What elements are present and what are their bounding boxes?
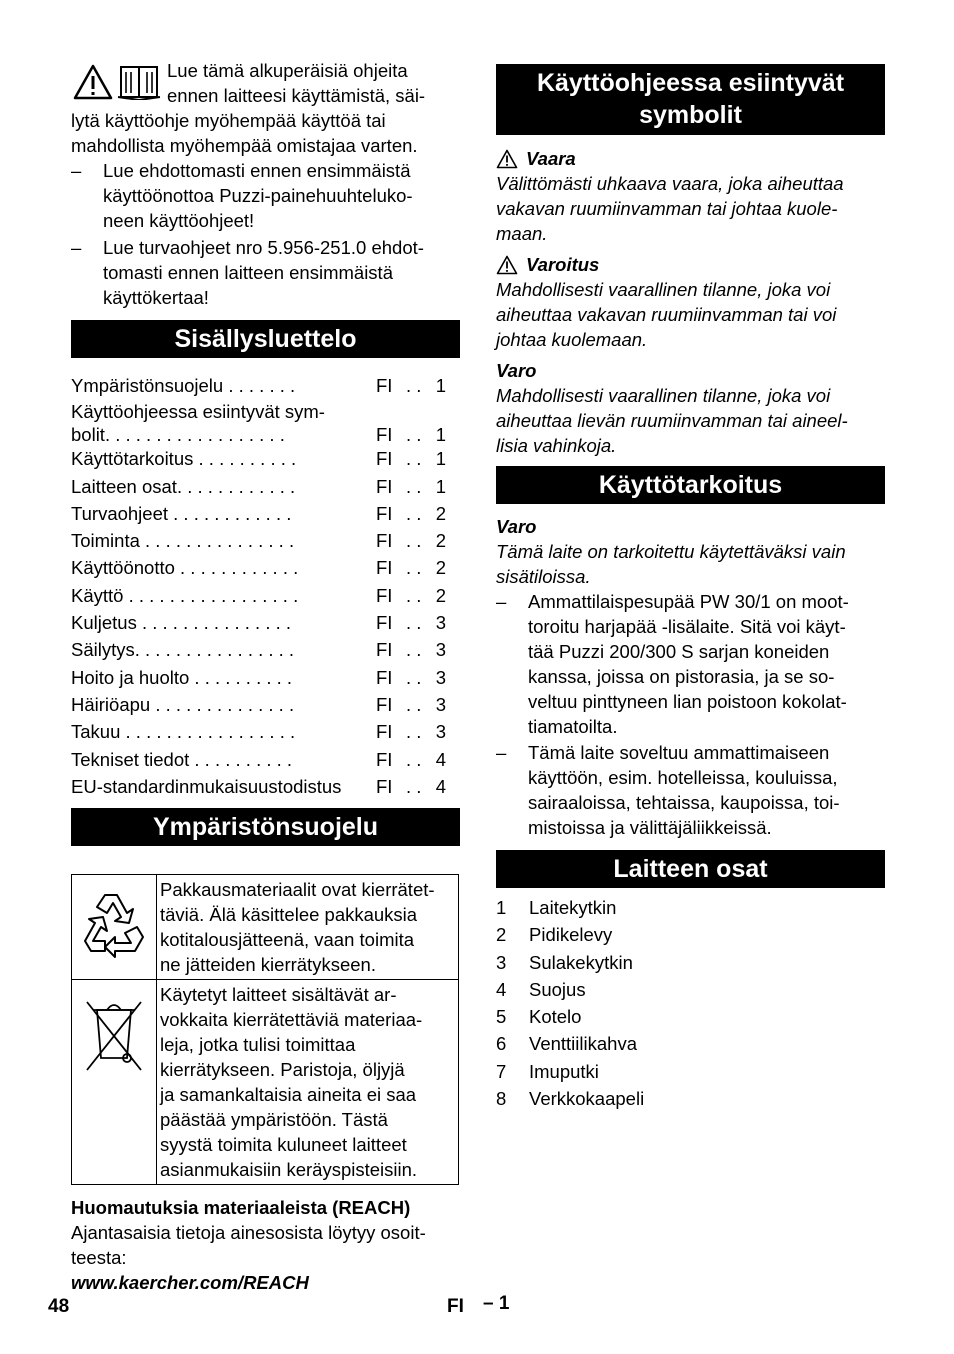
toc-entry-leader: . .: [406, 475, 422, 497]
table-row: [72, 875, 459, 980]
list-item: [496, 921, 885, 948]
toc-entry-leader: . .: [406, 612, 422, 634]
warning-triangle-icon: [496, 149, 518, 169]
bullet-line: Tämä laite soveltuu ammattimaiseen: [528, 742, 830, 763]
toc-entry-lang: FI: [376, 557, 393, 579]
symbol-text: vakavan ruumiinvamman tai johtaa kuole-: [496, 198, 838, 219]
toc-entry-lang: FI: [376, 530, 393, 552]
toc-entry-leader: . .: [406, 693, 422, 715]
part-label: Imuputki: [529, 1060, 599, 1082]
table-of-contents: [71, 372, 460, 800]
toc-entry[interactable]: [71, 473, 460, 500]
toc-entry-lang: FI: [376, 502, 393, 524]
toc-entry-leader: . .: [406, 502, 422, 524]
toc-entry-label: Käyttö . . . . . . . . . . . . . . . . .: [71, 584, 299, 606]
toc-entry-leader: . .: [406, 666, 422, 688]
bullet-line: Lue ehdottomasti ennen ensimmäistä: [103, 160, 411, 181]
warning-triangle-icon: [496, 255, 518, 275]
intro-bullet: – Lue turvaohjeet nro 5.956-251.0 ehdot- tomasti ennen laitteen ensimmäistä käyttökertaa!: [71, 235, 460, 310]
purpose-bullet: – Tämä laite soveltuu ammattimaiseen käyttöön, esim. hotelleissa, kouluissa, sairaaloissa, tehtaissa, kaupoissa, toi- mistoissa ja välittäjäliikkeissä.: [496, 740, 885, 840]
purpose-caution-text: sisätiloissa.: [496, 566, 591, 587]
environment-table: [71, 874, 459, 1185]
symbol-title: Varo: [496, 360, 537, 381]
toc-entry-label-top: Käyttöohjeessa esiintyvät sym-: [71, 401, 325, 423]
toc-entry-leader: . .: [406, 448, 422, 470]
purpose-bullet: – Ammattilaispesupää PW 30/1 on moot- toroitu harjapää -lisälaite. Sitä voi käyt- tää Puzzi 200/300 S sarjan koneiden kanssa, joissa on pistorasia, ja se so- veltuu pinttyneen lian poistoon kokolat- tiamatoilta.: [496, 589, 885, 739]
parts-list: [496, 894, 885, 1112]
toc-entry-lang: FI: [376, 639, 393, 661]
symbol-text: aiheuttaa lievän ruumiinvamman tai aineel-: [496, 410, 848, 431]
symbol-title: Vaara: [526, 148, 576, 169]
env-text-line: Pakkausmateriaalit ovat kierrätet-: [160, 879, 435, 901]
intro-block: [71, 58, 460, 158]
parts-heading: Laitteen osat: [496, 850, 885, 888]
toc-entry[interactable]: [71, 773, 460, 800]
toc-entry-page: 1: [435, 424, 446, 446]
part-number: 3: [496, 951, 507, 973]
toc-entry-label: Häiriöapu . . . . . . . . . . . . . .: [71, 693, 295, 715]
toc-entry-lang: FI: [376, 721, 393, 743]
bullet-line: käyttökertaa!: [103, 287, 209, 308]
intro-icons: [73, 64, 161, 100]
toc-entry-lang: FI: [376, 375, 393, 396]
reach-title: Huomautuksia materiaaleista (REACH): [71, 1197, 411, 1219]
toc-entry-label: bolit. . . . . . . . . . . . . . . . . .: [71, 424, 285, 446]
symbol-varo: [496, 358, 885, 458]
bullet-line: toroitu harjapää -lisälaite. Sitä voi käyt-: [528, 616, 846, 637]
symbols-heading-line: symbolit: [639, 101, 742, 129]
intro-line-1: Lue tämä alkuperäisiä ohjeita: [167, 60, 408, 81]
bullet-line: veltuu pinttyneen lian poistoon kokolat-: [528, 691, 847, 712]
toc-entry-page: 2: [435, 530, 446, 552]
toc-entry-page: 2: [435, 502, 446, 524]
symbol-text: Mahdollisesti vaarallinen tilanne, joka voi: [496, 279, 831, 300]
toc-entry-label: Säilytys. . . . . . . . . . . . . . . .: [71, 639, 295, 661]
manual-book-icon: [117, 64, 161, 100]
list-item: [496, 894, 885, 921]
toc-entry-page: 1: [435, 375, 446, 396]
toc-entry[interactable]: [71, 636, 460, 663]
part-number: 5: [496, 1006, 507, 1028]
bullet-line: tiamatoilta.: [528, 716, 618, 737]
toc-entry-leader: . .: [406, 748, 422, 770]
toc-entry-lang: FI: [376, 775, 393, 797]
bullet-line: neen käyttöohjeet!: [103, 210, 255, 231]
part-label: Venttiilikahva: [529, 1033, 637, 1055]
part-number: 6: [496, 1033, 507, 1055]
toc-entry-page: 3: [435, 639, 446, 661]
toc-entry[interactable]: [71, 445, 460, 472]
recycle-icon: [77, 887, 151, 961]
intro-line-4: mahdollista myöhempää omistajaa varten.: [71, 135, 418, 156]
symbol-varoitus: [496, 252, 885, 352]
toc-entry-label: Kuljetus . . . . . . . . . . . . . . .: [71, 612, 292, 634]
bullet-line: käyttöönottoa Puzzi-painehuuhteluko-: [103, 185, 413, 206]
bullet-line: tomasti ennen laitteen ensimmäistä: [103, 262, 393, 283]
toc-entry-lang: FI: [376, 448, 393, 470]
toc-entry-page: 4: [435, 775, 446, 797]
page-number: 48: [48, 1296, 70, 1317]
symbol-text: lisia vahinkoja.: [496, 435, 617, 456]
toc-entry-label: EU-standardinmukaisuustodistus: [71, 775, 342, 797]
toc-entry-leader: . .: [406, 530, 422, 552]
bullet-line: Ammattilaispesupää PW 30/1 on moot-: [528, 591, 849, 612]
intro-bullet: – Lue ehdottomasti ennen ensimmäistä käyttöönottoa Puzzi-painehuuhteluko- neen käyttöohjeet!: [71, 158, 460, 233]
toc-entry-page: 2: [435, 584, 446, 606]
toc-entry-label: Käyttöönotto . . . . . . . . . . . .: [71, 557, 299, 579]
toc-entry[interactable]: [71, 500, 460, 527]
symbol-text: Välittömästi uhkaava vaara, joka aiheuttaa: [496, 173, 844, 194]
toc-entry-leader: . .: [406, 639, 422, 661]
list-item: [496, 949, 885, 976]
purpose-caution-title: Varo: [496, 516, 537, 537]
bullet-line: mistoissa ja välittäjäliikkeissä.: [528, 817, 772, 838]
list-item: [496, 1003, 885, 1030]
part-number: 1: [496, 897, 507, 918]
symbol-text: Mahdollisesti vaarallinen tilanne, joka voi: [496, 385, 831, 406]
toc-entry-label: Käyttötarkoitus . . . . . . . . . .: [71, 448, 297, 470]
intro-line-3: lytä käyttöohje myöhempää käyttöä tai: [71, 110, 386, 131]
toc-entry-lang: FI: [376, 475, 393, 497]
toc-entry[interactable]: [71, 609, 460, 636]
symbol-vaara: [496, 146, 885, 246]
toc-entry-lang: FI: [376, 424, 393, 446]
reach-link[interactable]: www.kaercher.com/REACH: [71, 1272, 309, 1294]
env-text-line: asianmukaisiin keräyspisteisiin.: [160, 1159, 418, 1181]
env-text-line: ja samankaltaisia aineita ei saa: [160, 1084, 417, 1106]
toc-entry-leader: . .: [406, 721, 422, 743]
part-number: 4: [496, 978, 507, 1000]
part-label: Suojus: [529, 978, 586, 1000]
toc-entry[interactable]: [71, 527, 460, 554]
table-row: [72, 980, 459, 1185]
toc-entry-page: 1: [435, 475, 446, 497]
purpose-heading: Käyttötarkoitus: [496, 466, 885, 504]
bullet-line: sairaaloissa, tehtaissa, kaupoissa, toi-: [528, 792, 840, 813]
toc-entry-lang: FI: [376, 612, 393, 634]
env-text-line: kierrätykseen. Paristoja, öljyjä: [160, 1059, 405, 1081]
toc-entry[interactable]: [71, 554, 460, 581]
env-text-line: leja, jotka tulisi toimittaa: [160, 1034, 356, 1056]
left-column: [71, 58, 460, 1295]
bullet-line: käyttöön, esim. hotelleissa, kouluissa,: [528, 767, 838, 788]
toc-heading: Sisällysluettelo: [71, 320, 460, 358]
toc-entry-lang: FI: [376, 584, 393, 606]
bullet-line: kanssa, joissa on pistorasia, ja se so-: [528, 666, 835, 687]
warning-triangle-icon: [73, 64, 113, 100]
toc-entry-label: Toiminta . . . . . . . . . . . . . . .: [71, 530, 295, 552]
list-item: [496, 1085, 885, 1112]
symbol-text: aiheuttaa vakavan ruumiinvamman tai voi: [496, 304, 837, 325]
env-text-line: päästää ympäristöön. Tästä: [160, 1109, 388, 1131]
right-column: [496, 64, 885, 1112]
toc-entry[interactable]: [71, 664, 460, 691]
toc-entry[interactable]: [71, 691, 460, 718]
env-text-line: syystä toimita kuluneet laitteet: [160, 1134, 407, 1156]
part-label: Verkkokaapeli: [529, 1088, 645, 1110]
toc-entry-leader: . .: [406, 584, 422, 606]
toc-entry-leader: . .: [406, 775, 422, 797]
toc-entry-page: 3: [435, 721, 446, 743]
purpose-caution-text: Tämä laite on tarkoitettu käytettäväksi vain: [496, 541, 846, 562]
part-label: Sulakekytkin: [529, 951, 633, 973]
part-number: 7: [496, 1060, 507, 1082]
bullet-line: tää Puzzi 200/300 S sarjan koneiden: [528, 641, 830, 662]
toc-entry-leader: . .: [406, 557, 422, 579]
toc-entry-label: Hoito ja huolto . . . . . . . . . .: [71, 666, 293, 688]
symbols-heading: [496, 64, 885, 135]
env-text-line: kotitalousjätteenä, vaan toimita: [160, 929, 415, 951]
part-number: 8: [496, 1088, 507, 1110]
symbol-text: johtaa kuolemaan.: [496, 329, 648, 350]
environment-heading: Ympäristönsuojelu: [71, 808, 460, 846]
toc-entry-leader: . .: [406, 375, 422, 396]
toc-entry[interactable]: [71, 746, 460, 773]
symbol-text: maan.: [496, 223, 548, 244]
toc-entry-leader: . .: [406, 424, 422, 446]
toc-entry[interactable]: [71, 424, 460, 445]
symbols-heading-line: Käyttöohjeessa esiintyvät: [536, 69, 845, 97]
symbol-title: Varoitus: [526, 254, 600, 275]
reach-text: Ajantasaisia tietoja ainesosista löytyy osoit-: [71, 1222, 426, 1244]
toc-entry-lang: FI: [376, 693, 393, 715]
toc-entry-page: 3: [435, 612, 446, 634]
toc-entry[interactable]: [71, 718, 460, 745]
toc-entry-page: 3: [435, 693, 446, 715]
toc-entry-page: 4: [435, 748, 446, 770]
crossed-bin-icon: [79, 996, 149, 1076]
toc-entry-page: 3: [435, 666, 446, 688]
env-text-line: Käytetyt laitteet sisältävät ar-: [160, 984, 397, 1006]
toc-entry[interactable]: [71, 582, 460, 609]
reach-text: teesta:: [71, 1247, 127, 1269]
part-number: 2: [496, 924, 507, 946]
bullet-line: Lue turvaohjeet nro 5.956-251.0 ehdot-: [103, 237, 424, 258]
toc-entry-label: Turvaohjeet . . . . . . . . . . . .: [71, 502, 292, 524]
footer-lang: FI: [447, 1296, 464, 1317]
toc-entry-label: Tekniset tiedot . . . . . . . . . .: [71, 748, 293, 770]
part-label: Kotelo: [529, 1006, 582, 1028]
toc-entry-lang: FI: [376, 666, 393, 688]
intro-line-2: ennen laitteesi käyttämistä, säi-: [167, 85, 426, 106]
list-item: [496, 1058, 885, 1085]
toc-entry-page: 2: [435, 557, 446, 579]
toc-entry-lang: FI: [376, 748, 393, 770]
toc-entry-label: Takuu . . . . . . . . . . . . . . . . .: [71, 721, 296, 743]
toc-entry-label: Ympäristönsuojelu . . . . . . .: [71, 375, 296, 396]
footer-section-page: – 1: [483, 1293, 510, 1314]
part-label: Laitekytkin: [529, 897, 617, 918]
env-text-line: vokkaita kierrätettäviä materiaa-: [160, 1009, 423, 1031]
part-label: Pidikelevy: [529, 924, 613, 946]
toc-entry-page: 1: [435, 448, 446, 470]
list-item: [496, 1030, 885, 1057]
toc-entry[interactable]: [71, 372, 460, 399]
env-text-line: ne jätteiden kierrätykseen.: [160, 954, 376, 976]
toc-entry-label: Laitteen osat. . . . . . . . . . . .: [71, 475, 296, 497]
list-item: [496, 976, 885, 1003]
env-text-line: täviä. Älä käsittelee pakkauksia: [160, 904, 418, 926]
